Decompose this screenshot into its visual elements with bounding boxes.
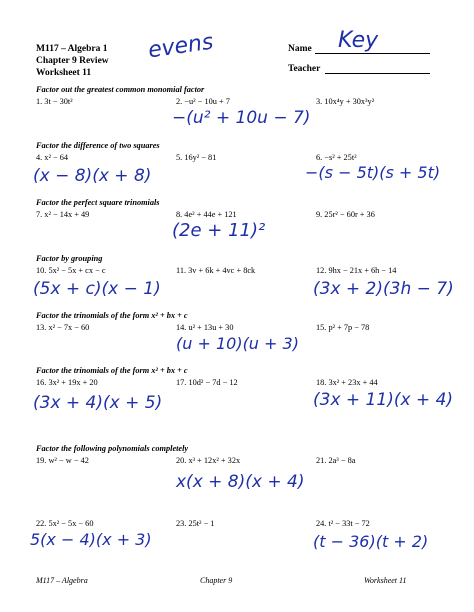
problem: 18. 3x² + 23x + 44	[316, 378, 378, 387]
handwritten-answer: (3x + 4)(x + 5)	[33, 393, 163, 413]
problem: 8. 4e² + 44e + 121	[176, 210, 237, 219]
teacher-line	[325, 63, 430, 74]
section-title: Factor by grouping	[36, 254, 103, 263]
problem: 6. −s² + 25t²	[316, 153, 357, 162]
handwritten-evens: evens	[146, 29, 215, 64]
problem: 9. 25r² − 60r + 36	[316, 210, 375, 219]
handwritten-answer: 5(x − 4)(x + 3)	[30, 530, 152, 549]
handwritten-answer: −(s − 5t)(s + 5t)	[305, 163, 441, 182]
problem: 2. −u² − 10u + 7	[176, 97, 230, 106]
teacher-label: Teacher	[288, 64, 321, 74]
problem: 14. u² + 13u + 30	[176, 323, 234, 332]
handwritten-answer: x(x + 8)(x + 4)	[176, 472, 305, 492]
handwritten-answer: −(u² + 10u − 7)	[172, 108, 311, 128]
problem: 16. 3x² + 19x + 20	[36, 378, 98, 387]
handwritten-answer: (2e + 11)²	[172, 220, 266, 241]
chapter-title: Chapter 9 Review	[36, 56, 109, 66]
handwritten-answer: (t − 36)(t + 2)	[313, 532, 429, 551]
footer-right: Worksheet 11	[364, 576, 407, 585]
problem: 21. 2a³ − 8a	[316, 456, 356, 465]
handwritten-key: Key	[338, 28, 379, 53]
problem: 20. x³ + 12x² + 32x	[176, 456, 241, 465]
problem: 4. x² − 64	[36, 153, 69, 162]
problem: 11. 3v + 6k + 4vc + 8ck	[176, 266, 256, 275]
section-title: Factor the perfect square trinomials	[36, 198, 160, 207]
worksheet-title: Worksheet 11	[36, 68, 92, 78]
handwritten-answer: (x − 8)(x + 8)	[33, 166, 152, 186]
problem: 19. w² − w − 42	[36, 456, 89, 465]
handwritten-answer: (u + 10)(u + 3)	[176, 334, 299, 353]
problem: 24. t² − 33t − 72	[316, 519, 370, 528]
problem: 13. x² − 7x − 60	[36, 323, 90, 332]
problem: 1. 3t − 30t²	[36, 97, 73, 106]
section-title: Factor the trinomials of the form x² + bx + c	[36, 366, 188, 375]
problem: 5. 16y² − 81	[176, 153, 217, 162]
problem: 17. 10d² − 7d − 12	[176, 378, 238, 387]
footer-center: Chapter 9	[200, 576, 233, 585]
course-title: M117 – Algebra 1	[36, 44, 108, 54]
handwritten-answer: (5x + c)(x − 1)	[33, 279, 161, 299]
problem: 7. x² − 14x + 49	[36, 210, 90, 219]
problem: 3. 10x⁴y + 30x³y²	[316, 97, 375, 106]
section-title: Factor the difference of two squares	[36, 141, 160, 150]
section-title: Factor out the greatest common monomial factor	[36, 85, 205, 94]
section-title: Factor the trinomials of the form x² + bx + c	[36, 311, 188, 320]
problem: 15. p² + 7p − 78	[316, 323, 370, 332]
problem: 10. 5x² − 5x + cx − c	[36, 266, 106, 275]
problem: 23. 25t² − 1	[176, 519, 215, 528]
problem: 22. 5x² − 5x − 60	[36, 519, 94, 528]
footer-left: M117 – Algebra	[36, 576, 88, 585]
problem: 12. 9hx − 21x + 6h − 14	[316, 266, 397, 275]
section-title: Factor the following polynomials completely	[36, 444, 189, 453]
handwritten-answer: (3x + 11)(x + 4)	[313, 390, 454, 410]
name-label: Name	[288, 44, 312, 54]
handwritten-answer: (3x + 2)(3h − 7)	[313, 279, 454, 299]
